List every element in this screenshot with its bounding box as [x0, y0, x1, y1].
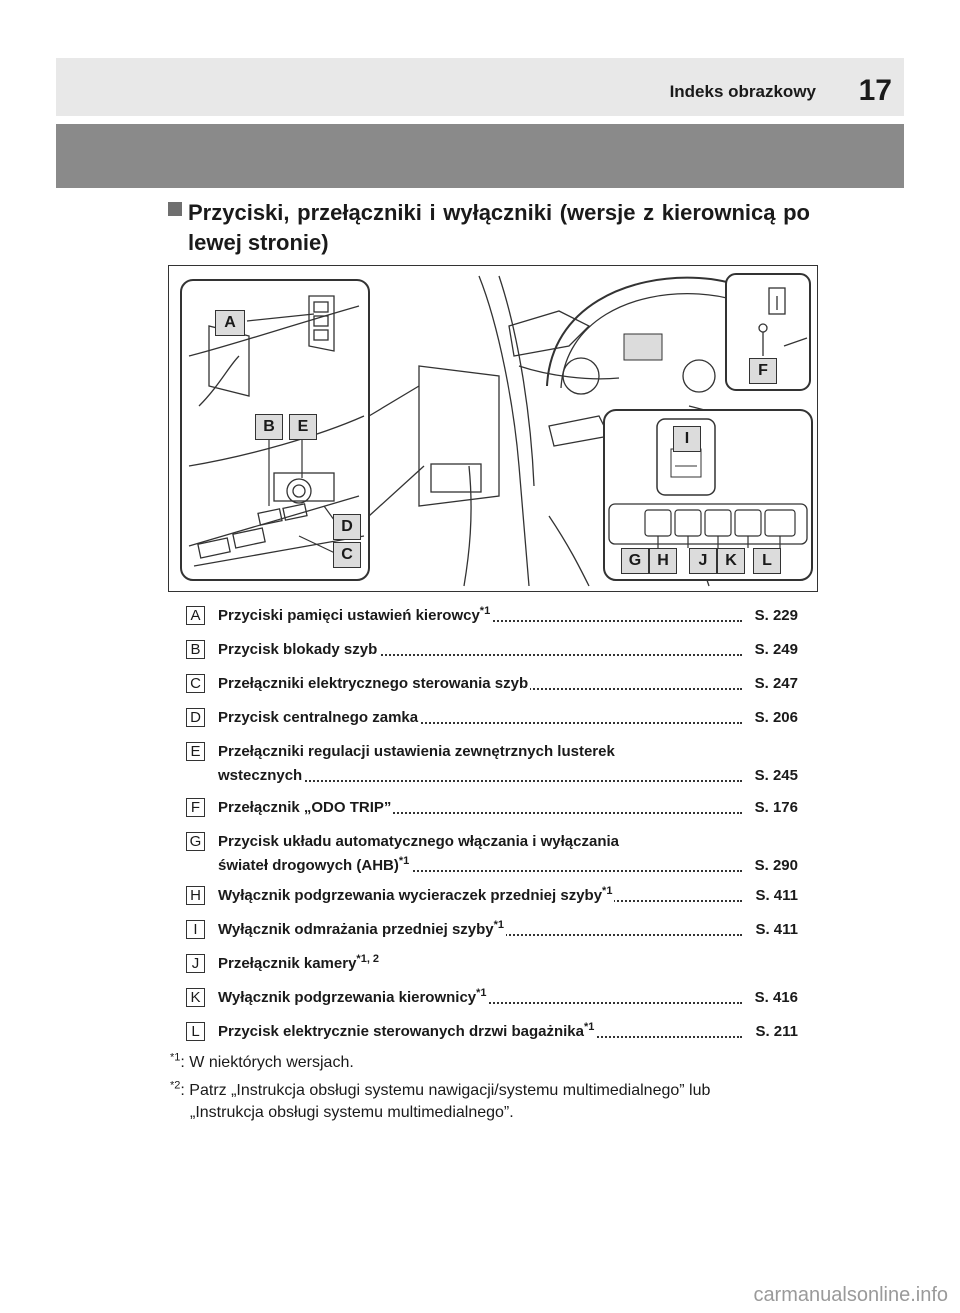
- page-number: 17: [858, 74, 892, 107]
- footnote-2: $^{*2}$: Patrz „Instrukcja obsługi systemu nawigacji/systemu multimedialnego” lub „Instrukcja obsługi systemu multimedialnego”.: [170, 1079, 711, 1121]
- figure-label-e: E: [289, 414, 317, 440]
- figure-label-d: D: [333, 514, 361, 540]
- item-letter-badge: A: [186, 606, 205, 625]
- figure-label-h: H: [649, 548, 677, 574]
- figure-label-i: I: [673, 426, 701, 452]
- list-item-a: A Przyciski pamięci ustawień kierowcy$^{*1}$ S. 229: [186, 604, 798, 628]
- item-letter-badge: G: [186, 832, 205, 851]
- item-letter-badge: H: [186, 886, 205, 905]
- figure-label-j: J: [689, 548, 717, 574]
- list-item-c: C Przełączniki elektrycznego sterowania szyb S. 247: [186, 672, 798, 696]
- figure-label-l: L: [753, 548, 781, 574]
- item-letter-badge: D: [186, 708, 205, 727]
- item-letter-badge: L: [186, 1022, 205, 1041]
- list-item-i: I Wyłącznik odmrażania przedniej szyby$^{*1}$ S. 411: [186, 918, 798, 942]
- page-reference: S. 249: [753, 638, 798, 662]
- figure-label-f: F: [749, 358, 777, 384]
- page-reference: S. 290: [753, 854, 798, 878]
- page-reference: S. 206: [753, 706, 798, 730]
- section-name: Indeks obrazkowy: [669, 82, 816, 101]
- figure-label-k: K: [717, 548, 745, 574]
- watermark: carmanualsonline.info: [753, 1284, 948, 1306]
- item-letter-badge: F: [186, 798, 205, 817]
- page-reference: S. 247: [753, 672, 798, 696]
- list-item-f: F Przełącznik „ODO TRIP” S. 176: [186, 796, 798, 820]
- item-letter-badge: E: [186, 742, 205, 761]
- list-item-l: L Przycisk elektrycznie sterowanych drzwi bagażnika$^{*1}$ S. 211: [186, 1020, 798, 1044]
- item-letter-badge: I: [186, 920, 205, 939]
- list-item-k: K Wyłącznik podgrzewania kierownicy$^{*1}$ S. 416: [186, 986, 798, 1010]
- page-reference: S. 245: [753, 764, 798, 788]
- page-reference: S. 411: [753, 918, 798, 942]
- item-letter-badge: C: [186, 674, 205, 693]
- section-heading: Przyciski, przełączniki i wyłączniki (wersje z kierownicą po lewej stronie): [170, 198, 810, 258]
- square-bullet-icon: [168, 202, 182, 216]
- list-item-d: D Przycisk centralnego zamka S. 206: [186, 706, 798, 730]
- list-item-h: H Wyłącznik podgrzewania wycieraczek przedniej szyby$^{*1}$ S. 411: [186, 884, 798, 908]
- item-letter-badge: K: [186, 988, 205, 1007]
- section-band: [56, 124, 904, 188]
- list-item-e: E Przełączniki regulacji ustawienia zewnętrznych lusterek wstecznych S. 245: [186, 740, 798, 788]
- item-letter-badge: J: [186, 954, 205, 973]
- page-reference: S. 211: [753, 1020, 798, 1044]
- list-item-b: B Przycisk blokady szyb S. 249: [186, 638, 798, 662]
- page-reference: S. 229: [753, 604, 798, 628]
- list-item-j: J Przełącznik kamery$^{*1, 2}$: [186, 952, 798, 976]
- figure-label-a: A: [215, 310, 245, 336]
- dashboard-illustration: [168, 265, 818, 592]
- page-reference: S. 416: [753, 986, 798, 1010]
- footnote-1: $^{*1}$: W niektórych wersjach.: [170, 1051, 354, 1071]
- page-reference: S. 176: [753, 796, 798, 820]
- item-letter-badge: B: [186, 640, 205, 659]
- figure-label-c: C: [333, 542, 361, 568]
- figure-label-b: B: [255, 414, 283, 440]
- figure-label-g: G: [621, 548, 649, 574]
- list-item-g: G Przycisk układu automatycznego włączania i wyłączania świateł drogowych (AHB)$^{*1}$ S. 290: [186, 830, 798, 878]
- page-reference: S. 411: [753, 884, 798, 908]
